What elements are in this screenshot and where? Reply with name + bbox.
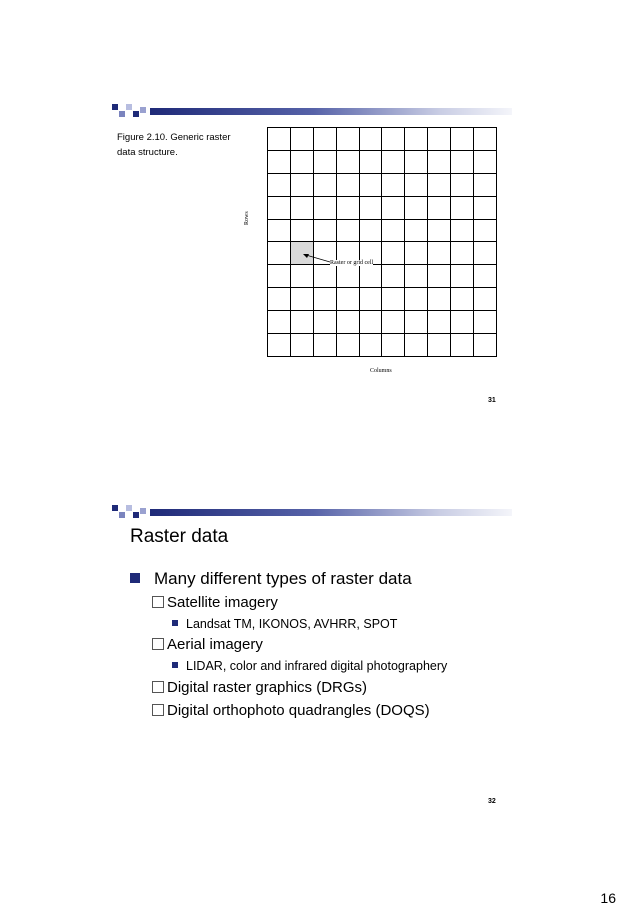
raster-cell [337,311,360,334]
slide-number: 31 [488,397,496,404]
raster-cell [428,311,451,334]
raster-cell [428,128,451,151]
raster-cell [382,334,405,357]
raster-cell [428,288,451,311]
raster-cell [428,242,451,265]
sub-item: Satellite imagery [152,594,278,611]
raster-cell [337,265,360,288]
raster-cell [382,174,405,197]
raster-cell [268,174,291,197]
raster-cell [451,220,474,243]
raster-cell [360,220,383,243]
raster-cell [360,174,383,197]
raster-cell [291,265,314,288]
raster-cell [268,242,291,265]
square-bullet-icon [172,620,178,626]
raster-cell [382,288,405,311]
slide-title: Raster data [130,526,229,547]
slide-32 [0,490,638,820]
raster-cell [268,220,291,243]
raster-cell [405,242,428,265]
raster-cell [451,311,474,334]
raster-cell [474,242,497,265]
raster-cell [428,220,451,243]
raster-cell [382,311,405,334]
raster-cell [314,197,337,220]
raster-cell [382,197,405,220]
raster-cell [314,174,337,197]
raster-cell [451,265,474,288]
raster-grid [267,127,497,357]
raster-cell [268,334,291,357]
raster-cell [474,197,497,220]
figure-caption: Figure 2.10. Generic raster data structure. [117,132,231,158]
header-decoration [112,104,512,124]
raster-cell [360,334,383,357]
raster-cell [268,311,291,334]
raster-cell [337,220,360,243]
raster-cell [360,128,383,151]
raster-cell [451,242,474,265]
raster-cell [314,220,337,243]
checkbox-bullet-icon [152,704,164,716]
raster-cell [337,197,360,220]
raster-cell [474,265,497,288]
raster-cell [428,197,451,220]
raster-cell [268,197,291,220]
raster-cell [360,311,383,334]
raster-cell [405,197,428,220]
raster-cell [314,151,337,174]
raster-cell [405,288,428,311]
raster-cell [291,311,314,334]
raster-cell [405,311,428,334]
square-bullet-icon [130,573,140,583]
raster-cell [405,334,428,357]
raster-cell [405,151,428,174]
raster-cell [382,220,405,243]
raster-cell [405,174,428,197]
raster-cell-label: Raster or grid cell [330,260,374,266]
raster-cell [474,220,497,243]
raster-cell [405,128,428,151]
raster-cell [291,220,314,243]
raster-cell [291,197,314,220]
raster-cell [451,197,474,220]
raster-cell [291,174,314,197]
raster-cell [337,288,360,311]
raster-cell [291,334,314,357]
raster-cell [291,151,314,174]
header-decoration [112,505,512,525]
square-bullet-icon [172,662,178,668]
raster-cell [337,128,360,151]
raster-cell [314,311,337,334]
columns-axis-label: Columns [370,368,392,374]
raster-cell [474,334,497,357]
raster-cell [428,265,451,288]
raster-cell [451,288,474,311]
raster-cell [268,128,291,151]
raster-cell [474,311,497,334]
raster-cell [428,334,451,357]
raster-cell [405,220,428,243]
raster-cell [360,197,383,220]
checkbox-bullet-icon [152,681,164,693]
raster-cell [291,128,314,151]
raster-cell [268,265,291,288]
rows-axis-label: Rows [244,211,250,225]
raster-cell [382,151,405,174]
raster-cell [451,128,474,151]
raster-cell [337,334,360,357]
raster-cell [474,174,497,197]
sub-item: Digital raster graphics (DRGs) [152,679,367,696]
raster-cell [360,151,383,174]
raster-cell [451,334,474,357]
raster-cell [268,151,291,174]
raster-cell [314,288,337,311]
raster-cell [382,242,405,265]
raster-cell [337,174,360,197]
raster-cell [451,151,474,174]
raster-cell [314,265,337,288]
page-number: 16 [600,890,616,906]
raster-cell [314,334,337,357]
raster-cell [291,288,314,311]
sub-item: Aerial imagery [152,636,263,653]
bullet-item: Many different types of raster data [130,569,412,589]
raster-cell [268,288,291,311]
raster-cell [314,128,337,151]
raster-cell [382,265,405,288]
raster-cell [474,288,497,311]
slide-number: 32 [488,798,496,805]
checkbox-bullet-icon [152,638,164,650]
raster-cell [405,265,428,288]
raster-cell [474,151,497,174]
sub-item: Digital orthophoto quadrangles (DOQS) [152,702,430,719]
raster-cell [360,288,383,311]
raster-cell [474,128,497,151]
sub-sub-item: Landsat TM, IKONOS, AVHRR, SPOT [172,617,397,631]
raster-cell [451,174,474,197]
raster-cell [360,265,383,288]
raster-cell [382,128,405,151]
checkbox-bullet-icon [152,596,164,608]
raster-cell [428,174,451,197]
sub-sub-item: LIDAR, color and infrared digital photographery [172,659,447,673]
raster-cell [337,151,360,174]
raster-cell [428,151,451,174]
